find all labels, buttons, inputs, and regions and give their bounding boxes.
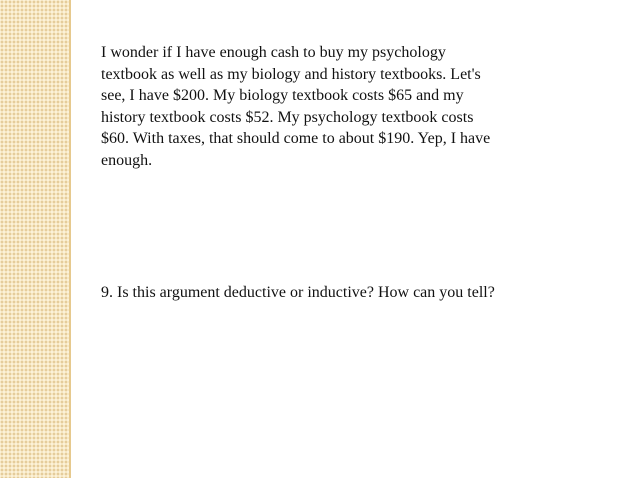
paragraph-line: textbook as well as my biology and history textbooks. Let's [101, 65, 481, 83]
paragraph-line: history textbook costs $52. My psychology textbook costs [101, 108, 474, 126]
decorative-side-band [0, 0, 69, 478]
paragraph-line: see, I have $200. My biology textbook costs $65 and my [101, 87, 464, 104]
side-band-divider [69, 0, 71, 478]
paragraph-line: enough. [101, 151, 153, 169]
paragraph-line: $60. With taxes, that should come to about $190. Yep, I have [101, 130, 491, 147]
question-text: 9. Is this argument deductive or inductive? How can you tell? [101, 284, 495, 301]
paragraph-line: I wonder if I have enough cash to buy my psychology [101, 44, 446, 61]
argument-paragraph [101, 42, 541, 171]
